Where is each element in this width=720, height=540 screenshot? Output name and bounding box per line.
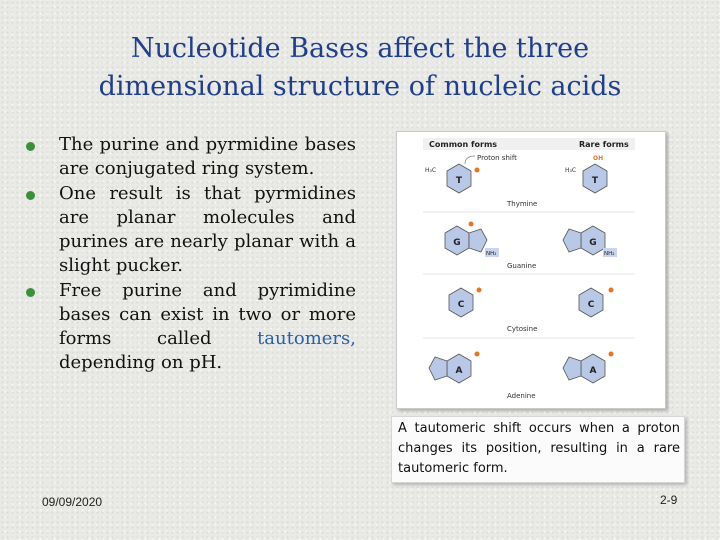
figure-caption: A tautomeric shift occurs when a proton changes its position, resulting in a rare tautomeric form. bbox=[391, 416, 685, 483]
proton-marker bbox=[475, 168, 480, 173]
adenine-rare-ring-2 bbox=[563, 357, 581, 380]
thymine-label: Thymine bbox=[507, 200, 538, 208]
proton-marker bbox=[477, 288, 482, 293]
cytosine-row bbox=[423, 288, 635, 339]
footer-date: 09/09/2020 bbox=[42, 495, 103, 509]
title-line-2: dimensional structure of nucleic acids bbox=[98, 71, 622, 102]
bullet-dot-icon bbox=[26, 142, 35, 151]
oh-label: OH bbox=[593, 155, 604, 162]
adenine-label: Adenine bbox=[507, 392, 536, 400]
bullet-dot-icon bbox=[26, 191, 35, 200]
nh2-label-rare: NH₂ bbox=[604, 251, 615, 257]
bullet-item bbox=[22, 182, 356, 278]
bullet-text-end: depending on pH. bbox=[59, 352, 223, 373]
cytosine-label: Cytosine bbox=[507, 325, 538, 333]
proton-marker bbox=[469, 222, 474, 227]
adenine-common-ring-2 bbox=[429, 357, 447, 380]
proton-shift-arrow bbox=[465, 156, 475, 164]
proton-marker-rare bbox=[609, 352, 614, 357]
thymine-common-letter: T bbox=[455, 176, 463, 186]
tautomer-figure bbox=[396, 131, 666, 409]
guanine-row bbox=[423, 222, 635, 275]
bullet-dot-icon bbox=[26, 288, 35, 297]
cytosine-common-letter: C bbox=[457, 300, 465, 310]
h3c-label-rare: H₃C bbox=[565, 167, 577, 174]
thymine-rare-letter: T bbox=[591, 176, 599, 186]
guanine-common-letter: G bbox=[453, 238, 461, 248]
bullet-text: Free purine and pyrimidine bases can exist in two or more forms called bbox=[59, 280, 356, 349]
title-line-1: Nucleotide Bases affect the three bbox=[130, 33, 590, 64]
guanine-rare-ring-2 bbox=[563, 229, 581, 252]
footer-page-number: 2-9 bbox=[660, 493, 678, 507]
tautomer-diagram bbox=[397, 132, 665, 408]
nh2-label: NH₂ bbox=[486, 251, 497, 257]
proton-marker-rare bbox=[609, 288, 614, 293]
guanine-label: Guanine bbox=[507, 262, 537, 270]
adenine-common-letter: A bbox=[455, 366, 463, 376]
tautomers-term: tautomers, bbox=[257, 328, 356, 349]
slide-title bbox=[60, 30, 660, 106]
bullet-text: The purine and pyrmidine bases are conjugated ring system. bbox=[59, 134, 356, 179]
thymine-row bbox=[423, 155, 635, 212]
h3c-label: H₃C bbox=[425, 167, 437, 174]
proton-marker bbox=[475, 352, 480, 357]
header-rare: Rare forms bbox=[579, 140, 629, 149]
bullet-item bbox=[22, 133, 356, 181]
cytosine-rare-letter: C bbox=[587, 300, 595, 310]
guanine-common-ring-2 bbox=[469, 229, 487, 252]
bullet-item bbox=[22, 279, 356, 375]
guanine-rare-letter: G bbox=[589, 238, 597, 248]
bullet-text: One result is that pyrmidines are planar molecules and purines are nearly planar with a slight pucker. bbox=[59, 183, 356, 276]
adenine-rare-letter: A bbox=[589, 366, 597, 376]
adenine-row bbox=[429, 352, 614, 401]
bullet-list bbox=[22, 133, 356, 375]
proton-shift-label: Proton shift bbox=[477, 154, 517, 162]
header-common: Common forms bbox=[429, 140, 498, 149]
